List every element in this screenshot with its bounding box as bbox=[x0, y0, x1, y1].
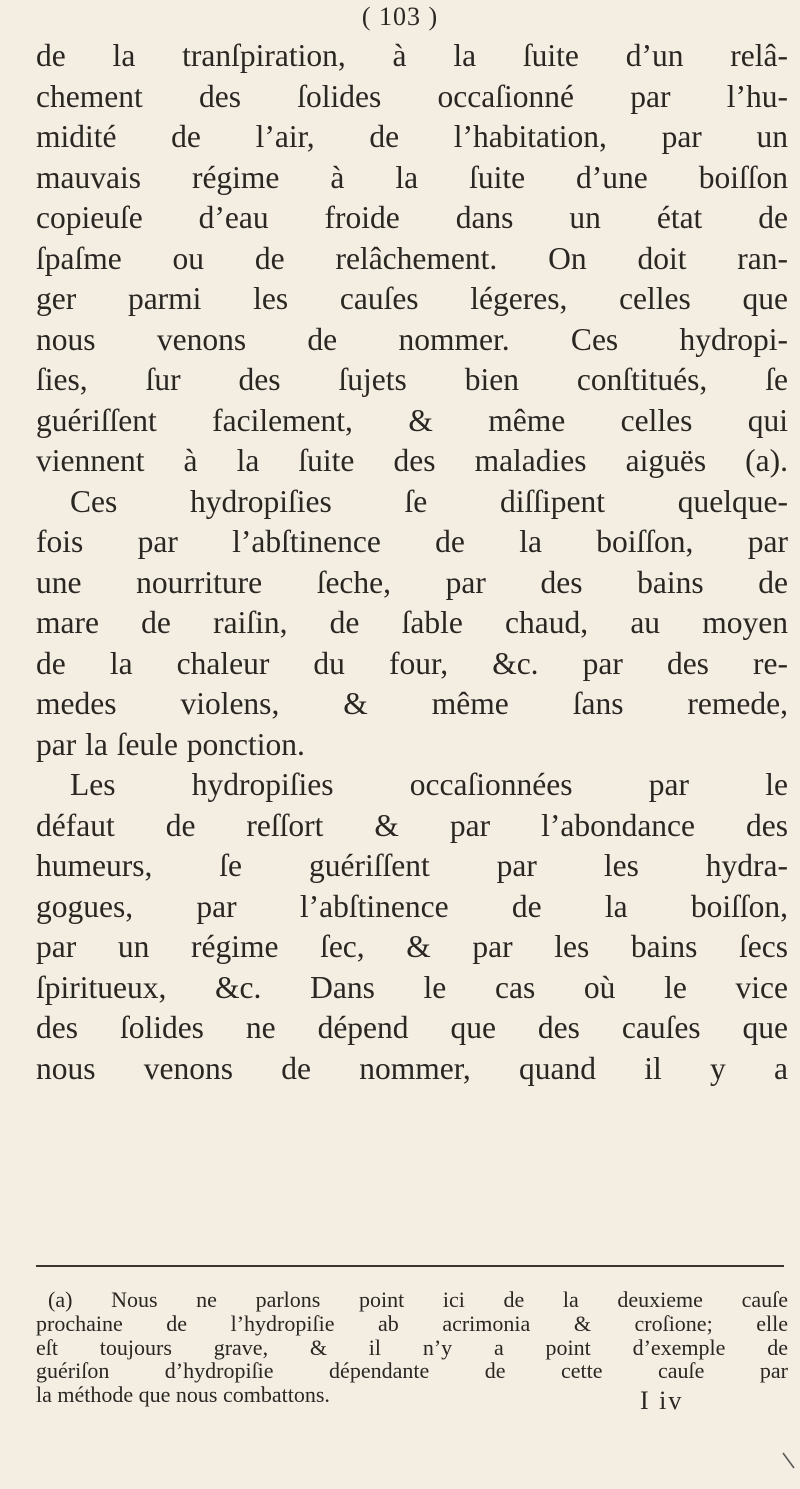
text-line: mauvais régime à la ſuite d’une boiſſon bbox=[36, 159, 788, 195]
text-line: chement des ſolides occaſionné par l’hu- bbox=[36, 78, 788, 114]
text-line: des ſolides ne dépend que des cauſes que bbox=[36, 1010, 788, 1045]
text-line: humeurs, ſe guériſſent par les hydra- bbox=[36, 848, 788, 883]
text-line: par la ſeule ponction. bbox=[36, 726, 305, 762]
footnote-line: guériſon d’hydropiſie dépendante de cette cauſe par bbox=[36, 1358, 788, 1384]
footnote-divider bbox=[36, 1265, 784, 1267]
text-line: guériſſent facilement, & même celles qui bbox=[36, 402, 788, 438]
footnote-line: prochaine de l’hydropiſie ab acrimonia & croſione; elle bbox=[36, 1310, 788, 1336]
text-line: Ces hydropiſies ſe diſſipent quelque- bbox=[70, 483, 788, 519]
text-line: de la tranſpiration, à la ſuite d’un relâ- bbox=[36, 38, 788, 73]
text-line: mare de raiſin, de ſable chaud, au moyen bbox=[36, 605, 788, 640]
text-line: une nourriture ſeche, par des bains de bbox=[36, 564, 788, 600]
text-line: viennent à la ſuite des maladies aiguës (a). bbox=[36, 443, 788, 478]
text-line: nous venons de nommer. Ces hydropi- bbox=[36, 321, 788, 357]
text-line: défaut de reſſort & par l’abondance des bbox=[36, 807, 788, 843]
text-line: de la chaleur du four, &c. par des re- bbox=[36, 645, 788, 681]
text-line: medes violens, & même ſans remede, bbox=[36, 686, 788, 721]
footnote-line: eſt toujours grave, & il n’y a point d’exemple de bbox=[36, 1334, 788, 1360]
footnote-line: la méthode que nous combattons. bbox=[36, 1382, 330, 1408]
text-line: ſies, ſur des ſujets bien conſtitués, ſe bbox=[36, 362, 788, 397]
footnote-line: (a) Nous ne parlons point ici de la deuxieme cauſe bbox=[48, 1287, 788, 1312]
text-line: Les hydropiſies occaſionnées par le bbox=[70, 767, 788, 802]
text-line: par un régime ſec, & par les bains ſecs bbox=[36, 929, 788, 964]
text-line: copieuſe d’eau froide dans un état de bbox=[36, 200, 788, 235]
text-line: fois par l’abſtinence de la boiſſon, par bbox=[36, 524, 788, 559]
main-text bbox=[36, 36, 788, 1089]
page-number: ( 103 ) bbox=[361, 2, 439, 31]
text-line: nous venons de nommer, quand il y a bbox=[36, 1050, 788, 1086]
text-line: ſpiritueux, &c. Dans le cas où le vice bbox=[36, 969, 788, 1005]
text-line: ger parmi les cauſes légeres, celles que bbox=[36, 281, 788, 316]
signature-mark: I iv bbox=[640, 1386, 684, 1415]
text-line: midité de l’air, de l’habitation, par un bbox=[36, 119, 788, 154]
pen-stroke-icon bbox=[782, 1452, 796, 1470]
text-line: gogues, par l’abſtinence de la boiſſon, bbox=[36, 888, 788, 924]
text-line: ſpaſme ou de relâchement. On doit ran- bbox=[36, 240, 788, 276]
